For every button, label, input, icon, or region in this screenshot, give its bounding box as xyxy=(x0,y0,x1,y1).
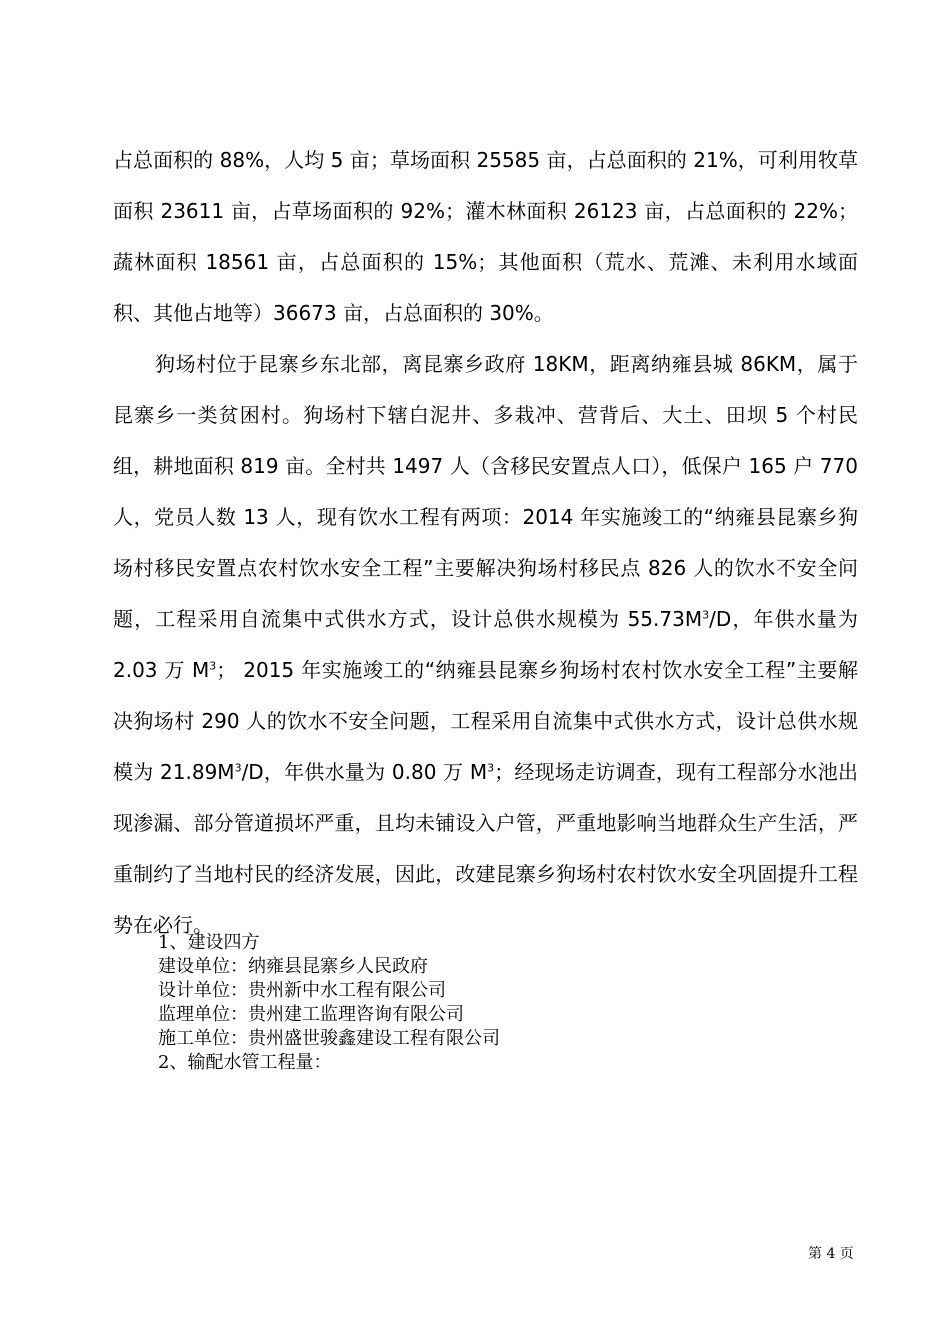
paragraph-village-text-5: ；经现场走访调查，现有工程部分水池出现渗漏、部分管道损坏严重，且均未铺设入户管，严重地影响当地群众生产生活，严重制约了当地村民的经济发展，因此，改建昆寨乡狗场村农村饮水安全巩固提升工程势在必行。 xyxy=(113,760,859,937)
project-parties-list xyxy=(158,931,858,1075)
paragraph-village-text-3: ； 2015 年实施竣工的“纳雍县昆寨乡狗场村农村饮水安全工程”主要解决狗场村 290 人的饮水不安全问题，工程采用自流集中式供水方式，设计总供水规模为 21.89M xyxy=(113,658,858,784)
list-item-supervisor: 监理单位：贵州建工监理咨询有限公司 xyxy=(158,1004,464,1025)
list-heading-parties: 1、建设四方 xyxy=(158,932,260,953)
paragraph-village-overview xyxy=(113,339,858,951)
paragraph-village-text-1: 狗场村位于昆寨乡东北部，离昆寨乡政府 18KM，距离纳雍县城 86KM，属于昆寨乡一类贫困村。狗场村下辖白泥井、多栽冲、营背后、大土、田坝 5 个村民组，耕地面积 819 亩。全村共 1497 人（含移民安置点人口），低保户 165 户 770 人，党员人数 13 人，现有饮水工程有两项：2014 年实施竣工的“纳雍县昆寨乡狗场村移民安置点农村饮水安全工程”主要解决狗场村移民点 826 人的饮水不安全问题，工程采用自流集中式供水方式，设计总供水规模为 55.73M xyxy=(113,352,858,631)
list-item-builder: 建设单位：纳雍县昆寨乡人民政府 xyxy=(158,956,428,977)
paragraph-village-text-2: /D，年供水量为 2.03 万 M xyxy=(113,607,859,682)
list-item-contractor: 施工单位：贵州盛世骏鑫建设工程有限公司 xyxy=(158,1028,500,1049)
superscript-cubic: 3 xyxy=(487,761,495,775)
list-heading-pipe-work: 2、输配水管工程量： xyxy=(158,1052,332,1073)
paragraph-village-text-4: /D，年供水量为 0.80 万 M xyxy=(241,760,488,784)
paragraph-land-area-text: 占总面积的 88%，人均 5 亩；草场面积 25585 亩，占总面积的 21%，可利用牧草面积 23611 亩，占草场面积的 92%；灌木林面积 26123 亩，占总面积的 22%；蔬林面积 18561 亩，占总面积的 15%；其他面积（荒水、荒滩、未利用水域面积、其他占地等）36673 亩，占总面积的 30%。 xyxy=(113,148,858,325)
superscript-cubic: 3 xyxy=(702,608,710,622)
paragraph-land-area xyxy=(113,135,858,339)
superscript-cubic: 3 xyxy=(234,761,242,775)
page-number: 第 4 页 xyxy=(808,1246,854,1262)
list-item-designer: 设计单位：贵州新中水工程有限公司 xyxy=(158,980,446,1001)
superscript-cubic: 3 xyxy=(209,659,217,673)
body-text xyxy=(113,135,858,951)
